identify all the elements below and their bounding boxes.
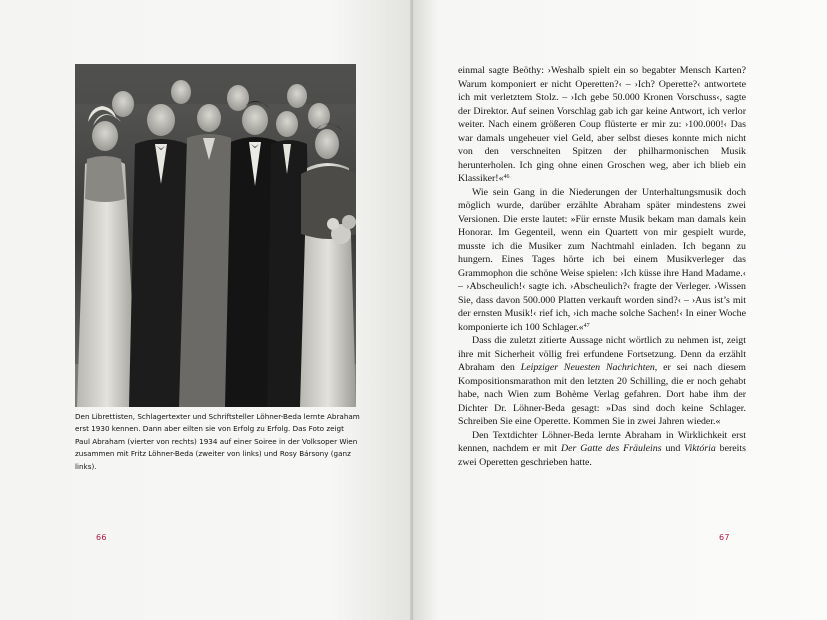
paragraph-2-text: Wie sein Gang in die Niederungen der Unterhaltungsmusik doch möglich wurde, darüber erzählte Abraham später mindestens zwei Versionen. Die erste lautet: »Für ernste Musik bekam man damals kein Honorar. Im Gegenteil, wenn ein Quartett von mir gespielt wurde, musste ich die Musiker zum Nachtmahl einladen. Ich begann zu hungern. Eines Tages hörte ich bei einem Musikverleger das Grammophon die schöne Weise spielen: ›Ich küsse ihre Hand Madame.‹ – ›Abscheulich!‹ sagte ich. ›Abscheulich?‹ fragte der Verleger. ›Wissen Sie, dass davon 500.000 Platten verkauft worden sind?‹ – ›Aus ist’s mit der ernsten Musik!‹ rief ich, ›ich mache solche Sachen!‹ In einer Woche komponierte ich 100 Schlager.« bbox=[458, 186, 746, 333]
left-page bbox=[0, 0, 413, 620]
paragraph-1-text: einmal sagte Beöthy: ›Weshalb spielt ein so begabter Mensch Karten? Warum komponiert er nicht Operetten?‹ – ›Ich? Operette?‹ antwortete ich mit verletztem Stolz. – ›Ich gebe 50.000 Kronen Vorschuss‹, sagte der Direktor. Auf seinen Vorschlag gab ich gar keine Antwort, ich verlor weiter. Nach einem größeren Coup flüsterte er mir zu: ›100.000!‹ Das war damals ungeheuer viel Geld, aber selbst dieses konnte mich nicht von den verschneiten Spitzen der philharmonischen Musik herunterholen. Ich ging ohne einen Groschen weg, aber ich blieb ein Klassiker!« bbox=[458, 65, 746, 184]
page-number-left: 66 bbox=[96, 533, 107, 542]
operetta-title-1: Der Gatte des Fräuleins bbox=[561, 443, 662, 454]
paragraph-4-text-mid: und bbox=[661, 443, 685, 454]
paragraph-4 bbox=[458, 429, 746, 470]
paragraph-3-text-a: Dass die zuletzt zitierte Aussage nicht wörtlich zu nehmen ist, zeigt ihre mit Sicherheit völlig frei erfundene Fortsetzung. Denn da erzählt Abraham den bbox=[458, 335, 746, 373]
footnote-ref-47: 47 bbox=[583, 322, 590, 329]
paragraph-1 bbox=[458, 64, 746, 186]
paragraph-2 bbox=[458, 186, 746, 335]
operetta-title-2: Viktória bbox=[684, 443, 716, 454]
body-text bbox=[458, 64, 746, 469]
group-photo bbox=[75, 64, 356, 407]
newspaper-title: Leipziger Neuesten Nachrichten bbox=[520, 362, 655, 373]
caption-text: Den Librettisten, Schlagertexter und Schriftsteller Löhner-Beda lernte Abraham erst 1930 kennen. Dann aber eilten sie von Erfolg zu Erfolg. Das Foto zeigt Paul Abraham (vierter von rechts) 1934 auf einer Soiree in der Volksoper Wien zusammen mit Fritz Löhner-Beda (zweiter von links) und Rosy Bársony (ganz links). bbox=[75, 412, 360, 471]
paragraph-4-text-b: bereits zwei Operetten geschrieben hatte. bbox=[458, 443, 747, 468]
paragraph-3-text-b: , er sei nach diesem Kompositionsmarathon mit den letzten 20 Schilling, die er noch gehabt habe, nach Wien zum Bohème Verlag gefahren. Dort habe ihm der Dichter Dr. Löhner-Beda gesagt: »Das sind doch keine Schlager. Schreiben Sie eine Operette. Kommen Sie in zwei Jahren wieder.« bbox=[458, 362, 746, 427]
paragraph-3 bbox=[458, 334, 746, 429]
photo-illustration bbox=[75, 64, 356, 407]
photo-caption bbox=[75, 411, 360, 473]
paragraph-4-text-a: Den Textdichter Löhner-Beda lernte Abraham in Wirklichkeit erst kennen, nachdem er mit bbox=[458, 429, 746, 454]
footnote-ref-46: 46 bbox=[503, 174, 510, 180]
page-number-right: 67 bbox=[719, 533, 730, 542]
